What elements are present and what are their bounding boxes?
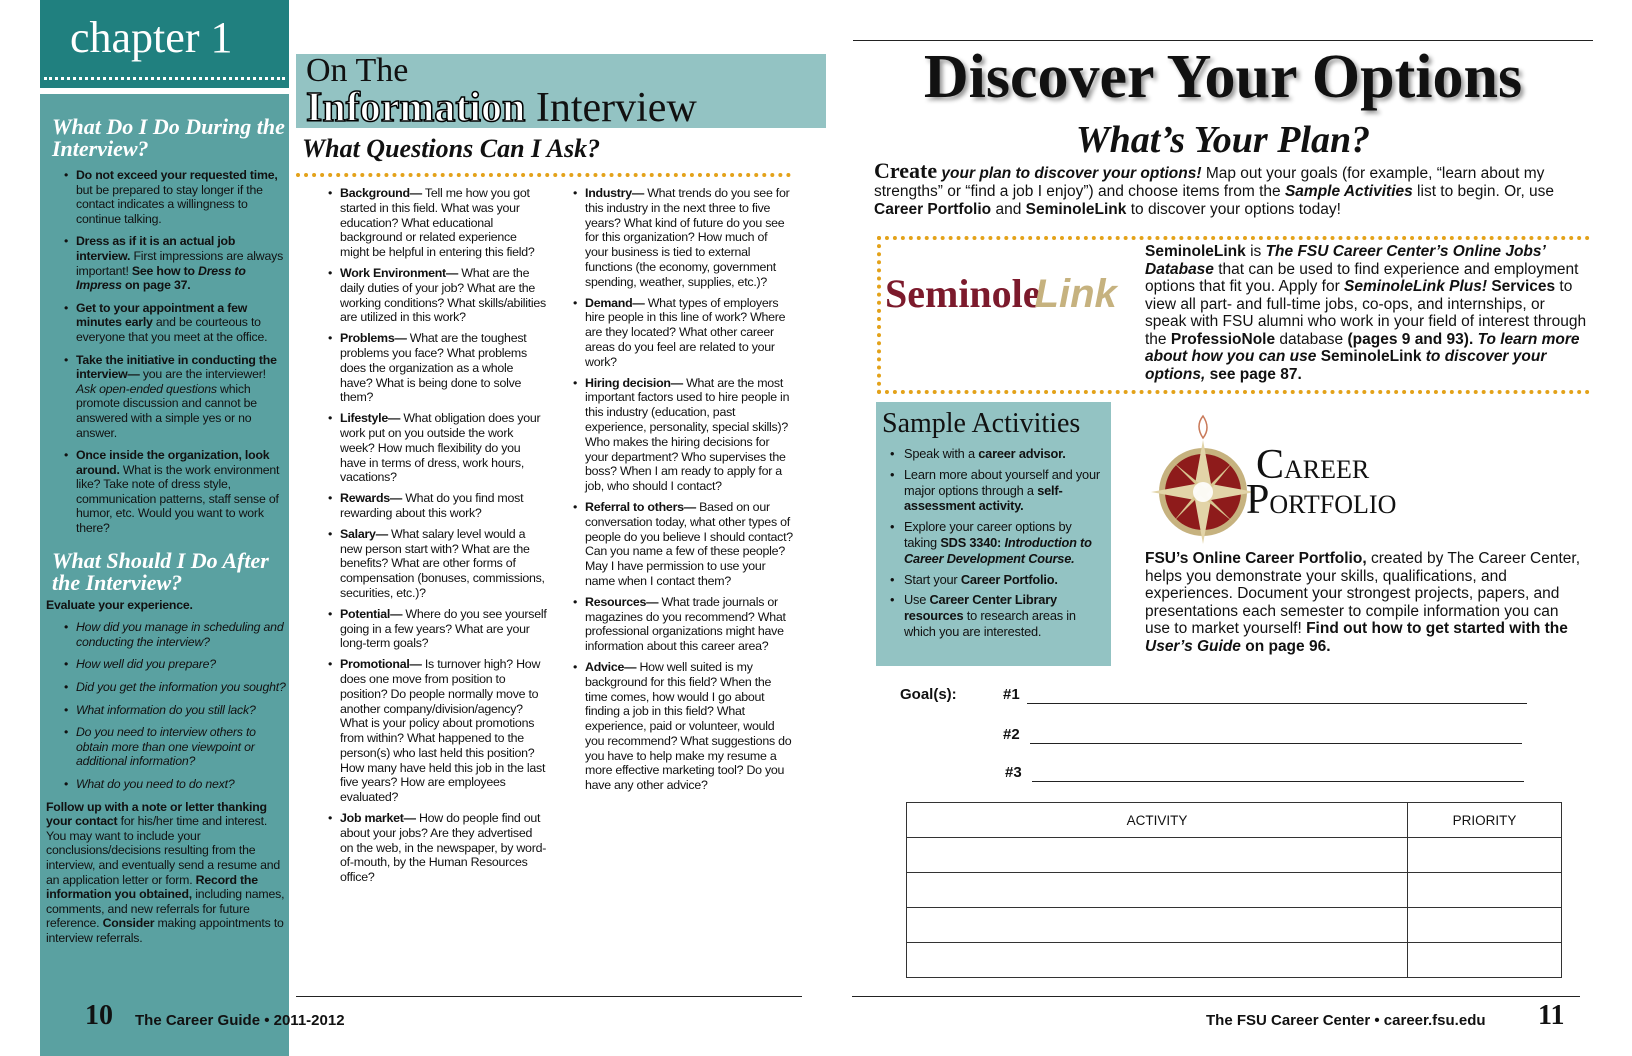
list-item xyxy=(882,592,1105,639)
text-segment: created by The Career Center, helps you demonstrate your skills, qualifications, and experiences. Document your strongest projects, papers, and presentations each semester to compile information you can use to market yourself! xyxy=(1145,550,1581,637)
text-segment: on page 37. xyxy=(121,278,191,293)
text-segment: See how to xyxy=(131,263,199,278)
text-segment: Salary— xyxy=(340,526,388,541)
list-item xyxy=(52,620,286,649)
text-segment: Tell me how you got started in this field. What was your education? What educational background or related experience might be helpful in entering this field? xyxy=(340,186,535,260)
activity-cell[interactable] xyxy=(907,908,1408,943)
list-item xyxy=(882,519,1105,566)
title-line1: On The xyxy=(306,52,409,89)
seminolelink-logo xyxy=(885,270,1117,317)
text-segment: Take the initiative in conducting the interview— xyxy=(76,352,277,382)
list-item xyxy=(320,491,548,521)
list-item xyxy=(320,657,548,805)
text-segment: Introduction to Career Development Course. xyxy=(904,534,1092,566)
text-segment: which promote discussion and cannot be answered with a simple yes or no answer. xyxy=(76,381,257,440)
text-segment: Learn more about yourself and your major options through a xyxy=(904,466,1100,498)
text-segment: Work Environment— xyxy=(340,265,459,280)
text-segment: you are the interviewer! xyxy=(139,367,266,382)
text-segment: making appointments to interview referrals. xyxy=(46,916,284,945)
list-item xyxy=(882,446,1105,462)
list-item xyxy=(565,660,793,793)
career-portfolio-wordmark xyxy=(1246,442,1397,523)
text-segment: Dress to Impress xyxy=(76,263,246,293)
text-segment: Based on our conversation today, what other types of people do you believe I should contact? Can you name a few of these people? May I have permission to use your name when I contact them? xyxy=(585,499,793,588)
priority-cell[interactable] xyxy=(1408,838,1562,873)
text-segment: Industry— xyxy=(585,186,645,200)
text-segment: Consider xyxy=(102,916,155,931)
text-segment: Find out how to get started with the xyxy=(1306,620,1568,637)
text-segment: Create xyxy=(874,158,938,183)
list-item xyxy=(52,448,286,536)
sample-activities-list xyxy=(882,446,1105,640)
text-segment: Background— xyxy=(340,186,422,200)
during-list xyxy=(52,168,286,536)
page-number-right: 11 xyxy=(1538,1000,1565,1031)
list-item xyxy=(52,680,286,695)
list-item xyxy=(52,703,286,718)
text-segment: SDS 3340: xyxy=(940,534,1005,550)
text-segment: self-assessment activity. xyxy=(904,482,1063,514)
list-item xyxy=(565,376,793,494)
text-segment: Use xyxy=(904,592,930,608)
text-segment: career advisor. xyxy=(978,446,1066,461)
table-row xyxy=(907,908,1562,943)
text-segment: for his/her time and interest. You may want to include your conclusions/decisions resulting from the interview, and eventually send a resume and an application letter or form. xyxy=(46,814,281,887)
text-segment: Is turnover high? How does one move from position to position? Do people normally move to another company/division/agency? What is your policy about promotions from within? What happened to the person(s) who last held this position? How many have held this job in the last five years? How are employees evaluated? xyxy=(340,657,546,805)
logo-letter-p: P xyxy=(1246,477,1270,523)
priority-cell[interactable] xyxy=(1408,908,1562,943)
activity-cell[interactable] xyxy=(907,943,1408,978)
text-segment: Record the information you obtained, xyxy=(46,872,258,902)
text-segment: What trends do you see for this industry in the next three to five years? What kind of future do you see for this organization? How much of your business is tied to external functions (the economy, government spending, weather, supplies, etc.)? xyxy=(585,186,790,289)
table-row xyxy=(907,838,1562,873)
list-item xyxy=(882,467,1105,514)
follow-up-text xyxy=(46,800,286,946)
text-segment: on page 96. xyxy=(1240,637,1331,655)
activity-header: ACTIVITY xyxy=(907,803,1408,838)
text-segment: User’s Guide xyxy=(1145,637,1241,655)
text-segment: see page 87. xyxy=(1205,365,1302,383)
text-segment: What types of employers hire people in this line of work? Where are they located? What other career areas do you feel are related to your work? xyxy=(585,295,786,369)
text-segment: Ask open-ended questions xyxy=(76,381,217,396)
text-segment: How did you manage in scheduling and conducting the interview? xyxy=(76,620,284,649)
text-segment: SeminoleLink xyxy=(1025,201,1127,218)
dotted-divider xyxy=(296,173,791,177)
logo-letter-c: C xyxy=(1256,442,1285,488)
seminolelink-text xyxy=(1145,243,1590,383)
title-line2 xyxy=(306,85,816,131)
text-segment: Once inside the organization, look around. xyxy=(76,448,270,477)
goal-2-label: #2 xyxy=(1003,726,1020,743)
text-segment: What is the work environment like? Take note of dress style, communication patterns, staff sense of humor, etc. Would you want to work there? xyxy=(76,462,280,536)
text-segment: list to begin. Or, use xyxy=(1412,183,1555,200)
list-item xyxy=(52,353,286,441)
list-item xyxy=(320,607,548,651)
text-segment: Career Portfolio xyxy=(874,201,992,218)
text-segment: SeminoleLink xyxy=(1320,348,1422,365)
text-segment: Speak with a xyxy=(904,446,979,461)
title-outline-word: Information xyxy=(306,85,526,131)
list-item xyxy=(565,595,793,654)
questions-column-1 xyxy=(320,186,548,891)
text-segment: database xyxy=(1275,330,1348,348)
logo-part2: Link xyxy=(1034,272,1117,316)
sidebar-content xyxy=(46,114,286,946)
priority-header: PRIORITY xyxy=(1408,803,1562,838)
divider xyxy=(40,88,289,94)
goal-1-input[interactable] xyxy=(1027,686,1527,704)
list-item xyxy=(52,301,286,345)
text-segment: your plan to discover your options! xyxy=(937,165,1202,182)
text-segment: Demand— xyxy=(585,295,645,310)
career-portfolio-logo xyxy=(1148,412,1468,547)
text-segment: What are the most important factors used to hire people in this industry (education, past experience, personality, special skills)? Who makes the hiring decisions for your department? Who supervises the boss? When I am ready to apply for a job, who should I contact? xyxy=(585,375,790,494)
list-item xyxy=(565,296,793,370)
goals-label: Goal(s): xyxy=(900,686,957,703)
footer-left-text: The Career Guide • 2011-2012 xyxy=(135,1012,345,1029)
priority-cell[interactable] xyxy=(1408,943,1562,978)
text-segment: Start your xyxy=(904,571,961,587)
text-segment: to discover your options today! xyxy=(1126,201,1341,218)
text-segment: Explore your career options by taking xyxy=(904,519,1072,550)
text-segment: What are the toughest problems you face? What problems does the organization as a whole have? What is being done to solve them? xyxy=(340,331,527,405)
during-heading: What Do I Do During the Interview? xyxy=(52,114,285,161)
intro-text xyxy=(874,158,1594,219)
after-list xyxy=(52,620,286,791)
chapter-label: chapter 1 xyxy=(40,0,289,88)
list-item xyxy=(320,331,548,405)
right-subtitle: What’s Your Plan? xyxy=(1075,119,1371,161)
sample-activities-box xyxy=(876,402,1111,666)
activity-table xyxy=(906,802,1562,978)
table-row xyxy=(907,943,1562,978)
text-segment: What do you find most rewarding about this work? xyxy=(340,491,524,520)
text-segment: Referral to others— xyxy=(585,499,696,514)
page-title xyxy=(296,52,826,131)
text-segment: The FSU Career Center’s Online Jobs’ Database xyxy=(1145,243,1546,278)
text-segment: Career Center Library resources xyxy=(904,592,1057,624)
text-segment: What trade journals or magazines do you recommend? What professional organizations might have information about this career area? xyxy=(585,594,786,654)
text-segment: SeminoleLink Plus! xyxy=(1344,278,1488,295)
text-segment: Promotional— xyxy=(340,657,422,672)
text-segment: How well did you prepare? xyxy=(76,657,216,672)
text-segment: Get to your appointment a few minutes early xyxy=(76,300,248,330)
activity-cell[interactable] xyxy=(907,838,1408,873)
text-segment: FSU’s Online Career Portfolio, xyxy=(1145,550,1367,567)
right-title: Discover Your Options xyxy=(923,43,1523,111)
text-segment: Do not exceed your requested time, xyxy=(76,168,278,182)
goal-3-label: #3 xyxy=(1005,764,1022,781)
priority-cell[interactable] xyxy=(1408,873,1562,908)
text-segment: Resources— xyxy=(585,594,659,609)
text-segment: including names, comments, and new referrals for future reference. xyxy=(46,887,285,931)
after-heading: What Should I Do After the Interview? xyxy=(52,547,269,595)
questions-heading: What Questions Can I Ask? xyxy=(302,134,601,163)
text-segment: (pages 9 and 93). xyxy=(1347,330,1474,348)
text-segment: How do people find out about your jobs? Are they advertised on the web, in the newspaper, by word-of-mouth, by the Human Resources office? xyxy=(340,811,547,885)
footer-right-text: The FSU Career Center • career.fsu.edu xyxy=(1206,1012,1486,1029)
text-segment: Potential— xyxy=(340,606,403,621)
text-segment: What information do you still lack? xyxy=(76,702,256,717)
text-segment: and be courteous to everyone that you meet at the office. xyxy=(76,315,268,344)
footer-rule xyxy=(296,996,802,997)
activity-cell[interactable] xyxy=(907,873,1408,908)
text-segment: Services xyxy=(1487,278,1556,295)
career-portfolio-text xyxy=(1145,550,1585,655)
header-rule xyxy=(853,40,1593,41)
title-rest: Interview xyxy=(525,85,697,131)
text-segment: but be prepared to stay longer if the contact indicates a willingness to continue talking. xyxy=(76,182,263,226)
text-segment: Job market— xyxy=(340,811,416,826)
text-segment: Dress as if it is an actual job interview. xyxy=(76,234,236,263)
text-segment: What salary level would a new person start with? What are the benefits? What are other forms of compensation (bonuses, commissions, securities, etc.)? xyxy=(340,526,545,600)
text-segment: Advice— xyxy=(585,659,637,674)
list-item xyxy=(320,186,548,260)
text-segment: First impressions are always important! xyxy=(76,248,284,278)
sample-activities-heading: Sample Activities xyxy=(882,408,1081,439)
list-item xyxy=(52,657,286,672)
list-item xyxy=(320,266,548,325)
text-segment: Hiring decision— xyxy=(585,375,683,390)
questions-column-2 xyxy=(565,186,793,799)
text-segment: Did you get the information you sought? xyxy=(76,680,286,695)
logo-ortfolio: ORTFOLIO xyxy=(1269,490,1397,519)
text-segment: How well suited is my background for this field? When the time comes, how would I go about finding a job in this field? What experience, paid or volunteer, would you recommend? What suggestions do you have to help make my resume a more effective marketing tool? Do you have any other advice? xyxy=(585,659,792,793)
list-item xyxy=(52,777,286,792)
text-segment: Rewards— xyxy=(340,491,403,506)
text-segment: What are the daily duties of your job? What are the working conditions? What skills/abilities are utilized in this work? xyxy=(340,265,546,325)
table-row xyxy=(907,873,1562,908)
list-item xyxy=(882,572,1105,588)
text-segment: What do you need to do next? xyxy=(76,777,235,791)
text-segment: to research areas in which you are interested. xyxy=(904,608,1076,639)
text-segment: To learn more about how you can use xyxy=(1145,330,1580,365)
footer-rule-right xyxy=(852,996,1580,997)
text-segment: Lifestyle— xyxy=(340,411,401,426)
text-segment: is xyxy=(1245,243,1266,260)
evaluate-label: Evaluate your experience. xyxy=(46,597,193,612)
goal-2-input[interactable] xyxy=(1030,726,1522,744)
text-segment: and xyxy=(991,201,1026,218)
text-segment: Where do you see yourself going in a few years? What are your long-term goals? xyxy=(340,606,547,651)
text-segment: SeminoleLink xyxy=(1145,243,1246,260)
text-segment: Follow up with a note or letter thanking your contact xyxy=(46,799,267,829)
text-segment: Sample Activities xyxy=(1284,183,1413,200)
list-item xyxy=(52,168,286,226)
list-item xyxy=(565,500,793,589)
goal-3-input[interactable] xyxy=(1032,764,1524,782)
list-item xyxy=(320,527,548,601)
logo-part1: Seminole xyxy=(885,271,1041,316)
list-item xyxy=(320,811,548,885)
list-item xyxy=(565,186,793,290)
text-segment: Career Portfolio. xyxy=(960,571,1058,587)
text-segment: Problems— xyxy=(340,331,407,346)
list-item xyxy=(52,725,286,769)
goal-1-label: #1 xyxy=(1003,686,1020,703)
text-segment: What obligation does your work put on you outside the work week? How much flexibility do you have in terms of dress, work hours, vacations? xyxy=(340,411,541,485)
list-item xyxy=(52,234,286,292)
text-segment: that can be used to find experience and employment options that fit you. Apply for xyxy=(1145,260,1579,295)
text-segment: to discover your options, xyxy=(1145,348,1547,383)
logo-areer: AREER xyxy=(1284,455,1370,484)
text-segment: Do you need to interview others to obtain more than one viewpoint or additional information? xyxy=(76,725,256,769)
list-item xyxy=(320,411,548,485)
text-segment: Map out your goals (for example, “learn about my strengths” or “find a job I enjoy”) and choose items from the xyxy=(874,165,1545,200)
page-number-left: 10 xyxy=(85,1000,113,1031)
text-segment: to view all part- and full-time jobs, co-ops, and internships, or speak with FSU alumni who work in your field of interest through the xyxy=(1145,278,1587,348)
text-segment: ProfessioNole xyxy=(1170,330,1276,348)
